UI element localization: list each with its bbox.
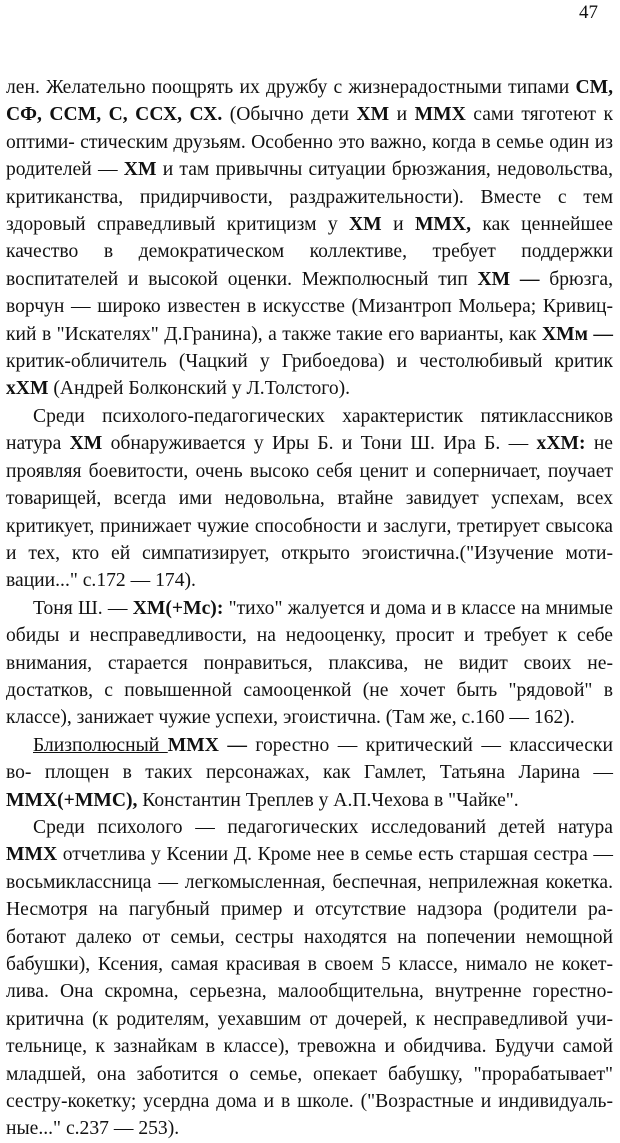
text-run: Константин Треплев у А.П.Чехова в "Чайке". <box>137 789 519 811</box>
text-run: и там привычны ситуации брюзжания, недовольства, критиканства, придирчивости, раздражительности). Вместе с тем здоровый справедливый критицизм у <box>6 159 613 236</box>
bold-term: ХМ(+Мс): <box>132 597 224 619</box>
bold-term: СМ, СФ, ССМ, С, ССХ, СХ. <box>6 77 613 126</box>
text-run: брюзга, ворчун — широко известен в искусстве (Мизантроп Мольера; Кривицкий в "Искателях" Д.Гранина), а также такие его варианты, как <box>6 268 613 345</box>
text-run: Среди психолого — педагогических исследований детей натура <box>33 816 613 838</box>
text-run: отчетлива у Ксении Д. Кроме нее в семье есть старшая сестра — восьмиклассница — легкомысленная, беспечная, неприлежная кокетка. Несмотря на пагубный пример и отсутствие надзора (родители работают далеко от семьи, сестры находятся на попечении немощной бабушки), Ксения, самая красивая в своем 5 классе, нимало не кокетлива. Она скромна, серьезна, малообщительна, внутренне горестнокритична (к родителям, уехавшим от дочерей, к несправедливой учительнице, к зазнайкам в классе), тревожна и обидчива. Будучи самой младшей, она заботится о семье, опекает бабушку, "прорабатывает" сестру-кокетку; усердна дома и в школе. ("Возрастные и индивидуальные..." с.237 — 253). <box>6 844 613 1140</box>
text-run: и <box>389 104 415 126</box>
paragraph-3 <box>6 595 613 732</box>
bold-term: ММХ(+ММС), <box>6 789 138 811</box>
bold-term: хХМ <box>6 378 49 400</box>
paragraph-4 <box>6 732 613 814</box>
bold-term: ХМ <box>123 159 157 181</box>
text-run: (Андрей Болконский у Л.Толстого). <box>48 378 351 400</box>
bold-term: ММХ — <box>167 734 247 756</box>
text-run: критик-обличитель (Чацкий у Грибоедова) и честолюбивый критик <box>6 351 613 373</box>
paragraph-2 <box>6 403 613 595</box>
text-run: Тоня Ш. — <box>33 597 133 619</box>
bold-term: ХМм — <box>541 323 613 345</box>
bold-term: ХМ <box>356 104 390 126</box>
text-run: лен. Желательно поощрять их дружбу с жизнерадостными типами <box>6 77 576 98</box>
bold-term: хХМ: <box>536 433 586 455</box>
text-run: Среди психолого-педагогических характеристик пятиклассников натура <box>6 405 613 455</box>
text-run: как ценнейшее качество в демократическом коллективе, требует поддержки воспитателей и высокой оценки. Межполюсный тип <box>6 214 613 290</box>
page-number: 47 <box>579 2 598 23</box>
text-run: "тихо" жалуется и дома и в классе на мнимые обиды и несправедливости, на недооценку, просит и требует к себе внимания, старается понравиться, плаксива, не видит своих недостатков, с повышенной самооценкой (не хочет быть "рядовой" в классе), занижает чужие успехи, эгоистична. (Там же, с.160 — 162). <box>6 597 614 729</box>
text-run: горестно — критический — классически во- площен в таких персонажах, как Гамлет, Татьяна Ларина — <box>6 734 613 784</box>
text-run: обнаруживается у Иры Б. и Тони Ш. Ира Б. — <box>102 433 537 455</box>
text-run: (Обычно дети <box>222 104 357 126</box>
bold-term: ХМ — <box>477 268 540 290</box>
underlined-term: Близполюсный <box>33 734 168 756</box>
bold-term: ММХ <box>6 844 58 866</box>
paragraph-1 <box>6 74 613 403</box>
text-run: не проявляя боевитости, очень высоко себя ценит и соперничает, поучает товарищей, всегда ими недовольна, втайне завидует успехам, всех критикует, принижает чужие способности и заслуги, третирует свысока и тех, кто ей симпатизирует, открыто эгоистична.("Изучение мотивации..." с.172 — 174). <box>6 433 613 592</box>
bold-term: ММХ, <box>414 214 471 236</box>
bold-term: ХМ <box>69 433 103 455</box>
paragraph-5 <box>6 814 613 1143</box>
text-run: и <box>381 214 415 236</box>
text-run: сами тяготеют к оптими- стическим друзьям. Особенно это важно, когда в семье один из родителей — <box>6 104 613 181</box>
bold-term: ММХ <box>414 104 466 126</box>
bold-term: ХМ <box>349 214 382 236</box>
body-text <box>6 74 613 1143</box>
